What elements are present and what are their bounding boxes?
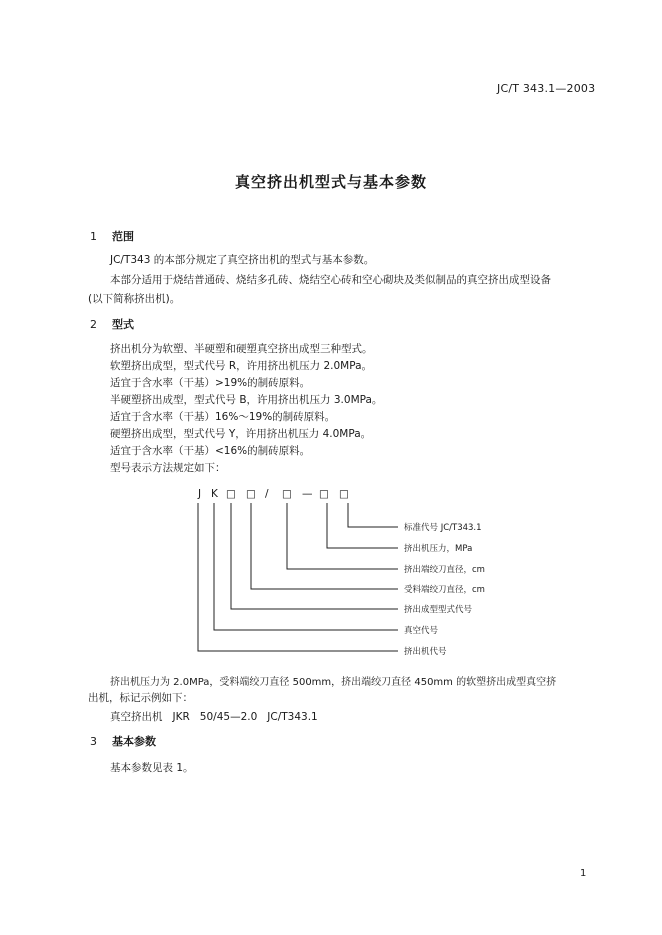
paragraph: 型号表示方法规定如下： — [110, 462, 226, 474]
section-1-title: 范围 — [112, 230, 134, 243]
leader-line-type — [231, 503, 398, 609]
paragraph: 挤出机分为软塑、半硬塑和硬塑真空挤出成型三种型式。 — [110, 343, 373, 355]
paragraph: (以下简称挤出机)。 — [88, 293, 181, 305]
example-marking: 真空挤出机 JKR 50/45—2.0 JC/T343.1 — [110, 711, 318, 723]
leader-line-extruder — [198, 503, 398, 651]
leader-line-feed-diameter — [251, 503, 398, 589]
paragraph: JC/T343 的本部分规定了真空挤出机的型式与基本参数。 — [110, 254, 375, 266]
example-text: 挤出机压力为 2.0MPa，受料端绞刀直径 500mm，挤出端绞刀直径 450mm 的软塑挤出成型真空挤 — [110, 677, 557, 688]
code-box-type: □ — [226, 488, 236, 500]
label-forming-type-code: 挤出成型型式代号 — [404, 605, 473, 615]
paragraph: 硬塑挤出成型，型式代号 Y，许用挤出机压力 4.0MPa。 — [110, 428, 372, 440]
leader-line-standard — [348, 503, 398, 527]
label-feed-auger-diameter: 受料端绞刀直径，cm — [404, 585, 485, 595]
code-char-j: J — [198, 488, 202, 500]
code-slash: / — [265, 488, 269, 500]
code-char-k: K — [211, 488, 218, 500]
section-1-number: 1 — [90, 230, 97, 243]
paragraph: 适宜于含水率（干基）<16%的制砖原料。 — [110, 445, 311, 457]
label-vacuum-code: 真空代号 — [404, 626, 439, 636]
label-standard-code: 标准代号 JC/T343.1 — [404, 523, 482, 533]
code-box-p2: □ — [339, 488, 349, 500]
document-title: 真空挤出机型式与基本参数 — [234, 173, 427, 191]
code-dash: — — [302, 488, 313, 500]
page-number: 1 — [580, 868, 587, 879]
standard-number-header: JC/T 343.1—2003 — [497, 82, 596, 95]
section-2-number: 2 — [90, 318, 97, 331]
paragraph: 基本参数见表 1。 — [110, 762, 194, 774]
paragraph: 软塑挤出成型，型式代号 R，许用挤出机压力 2.0MPa。 — [110, 360, 373, 372]
paragraph: 适宜于含水率（干基）>19%的制砖原料。 — [110, 377, 311, 389]
code-box-out: □ — [282, 488, 292, 500]
code-box-feed: □ — [246, 488, 256, 500]
paragraph: 适宜于含水率（干基）16%～19%的制砖原料。 — [110, 411, 336, 423]
paragraph: 本部分适用于烧结普通砖、烧结多孔砖、烧结空心砖和空心砌块及类似制品的真空挤出成型设备 — [110, 274, 551, 286]
code-box-p1: □ — [319, 488, 329, 500]
paragraph: 半硬塑挤出成型，型式代号 B，许用挤出机压力 3.0MPa。 — [110, 394, 383, 406]
section-3-title: 基本参数 — [112, 735, 156, 748]
label-extruder-code: 挤出机代号 — [404, 647, 447, 657]
example-text: 出机，标记示例如下： — [88, 692, 193, 704]
label-out-auger-diameter: 挤出端绞刀直径，cm — [404, 565, 485, 575]
label-extruder-pressure: 挤出机压力，MPa — [404, 544, 473, 554]
section-2-title: 型式 — [112, 318, 134, 331]
leader-line-out-diameter — [287, 503, 398, 569]
leader-line-pressure — [327, 503, 398, 548]
section-3-heading — [90, 733, 156, 749]
section-3-number: 3 — [90, 735, 97, 748]
leader-line-vacuum — [214, 503, 398, 630]
